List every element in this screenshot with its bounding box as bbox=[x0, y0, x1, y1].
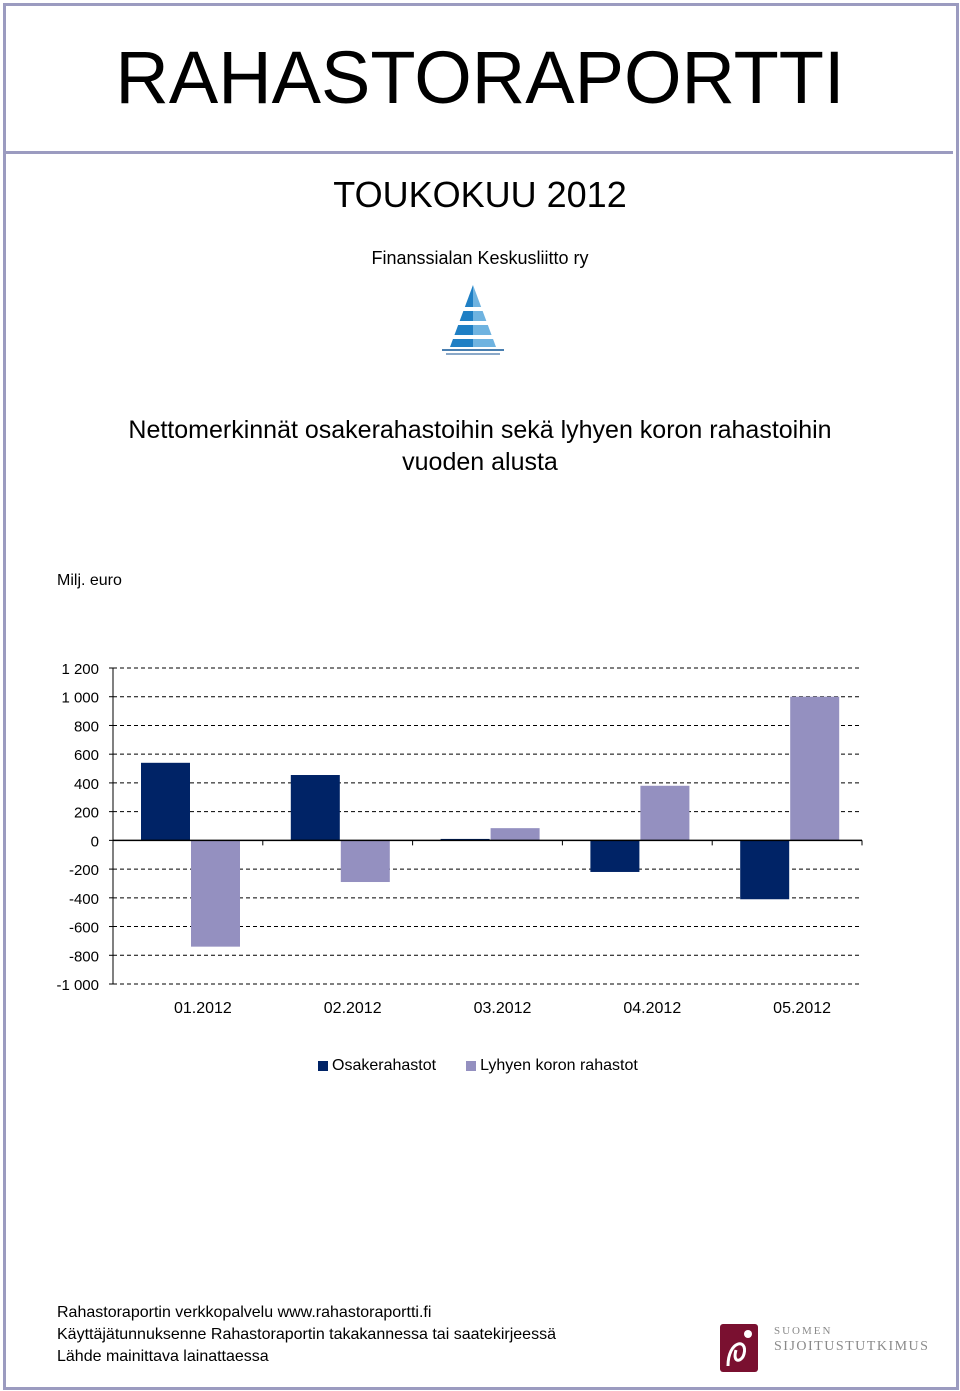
y-tick-label: -1 000 bbox=[56, 977, 99, 994]
finanssialan-keskusliitto-logo bbox=[438, 283, 508, 359]
bar-lyhyen-koron bbox=[640, 786, 689, 841]
footer-line-3: Lähde mainittava lainattaessa bbox=[57, 1348, 269, 1365]
legend-label-lyhyen-koron: Lyhyen koron rahastot bbox=[480, 1057, 638, 1074]
bar-lyhyen-koron bbox=[491, 828, 540, 840]
footer-line-2: Käyttäjätunnuksenne Rahastoraportin takakannessa tai saatekirjeessä bbox=[57, 1326, 556, 1343]
y-tick-label: 400 bbox=[73, 775, 99, 793]
y-axis-unit: Milj. euro bbox=[57, 572, 122, 589]
y-tick-label: 1 000 bbox=[61, 689, 99, 707]
bar-lyhyen-koron bbox=[790, 697, 839, 841]
bar-osakerahastot bbox=[141, 763, 190, 841]
bar-lyhyen-koron bbox=[191, 840, 240, 946]
organization-name: Finanssialan Keskusliitto ry bbox=[371, 248, 589, 268]
bar-osakerahastot bbox=[590, 840, 639, 872]
bar-lyhyen-koron bbox=[341, 840, 390, 882]
x-tick-label: 02.2012 bbox=[323, 1000, 382, 1017]
chart-title-line-2: vuoden alusta bbox=[402, 448, 558, 476]
legend-label-osakerahastot: Osakerahastot bbox=[332, 1057, 437, 1074]
legend-item-osakerahastot bbox=[318, 1056, 436, 1076]
y-tick-label: 600 bbox=[73, 747, 99, 765]
x-tick-label: 05.2012 bbox=[773, 1000, 832, 1017]
y-tick-label: 200 bbox=[73, 804, 99, 822]
y-tick-label: -400 bbox=[68, 890, 99, 908]
legend-swatch-lyhyen-koron bbox=[466, 1061, 476, 1071]
x-tick-label: 03.2012 bbox=[473, 1000, 532, 1017]
bar-chart bbox=[0, 640, 960, 1040]
y-tick-label: 800 bbox=[73, 718, 99, 736]
logo-text-sijoitustutkimus: SIJOITUSTUTKIMUS bbox=[774, 1339, 930, 1354]
chart-legend bbox=[318, 1056, 668, 1076]
y-tick-label: 1 200 bbox=[61, 661, 99, 678]
chart-title-line-1: Nettomerkinnät osakerahastoihin sekä lyhyen koron rahastoihin bbox=[128, 416, 832, 444]
report-title: RAHASTORAPORTTI bbox=[115, 36, 845, 119]
y-tick-label: -200 bbox=[68, 862, 99, 880]
x-tick-label: 04.2012 bbox=[623, 1000, 682, 1017]
footer-line-1: Rahastoraportin verkkopalvelu www.rahastoraportti.fi bbox=[57, 1304, 432, 1321]
suomen-sijoitustutkimus-logo bbox=[714, 1320, 940, 1376]
footer bbox=[57, 1302, 556, 1368]
y-tick-label: 0 bbox=[90, 833, 99, 851]
bar-osakerahastot bbox=[740, 840, 789, 899]
x-tick-label: 01.2012 bbox=[173, 1000, 232, 1017]
y-tick-label: -800 bbox=[68, 948, 99, 966]
legend-item-lyhyen-koron bbox=[466, 1056, 638, 1076]
chart-title bbox=[60, 414, 900, 478]
legend-swatch-osakerahastot bbox=[318, 1061, 328, 1071]
y-tick-label: -600 bbox=[68, 919, 99, 937]
report-month: TOUKOKUU 2012 bbox=[333, 174, 627, 215]
logo-text-suomen: SUOMEN bbox=[774, 1325, 833, 1337]
bar-osakerahastot bbox=[291, 775, 340, 840]
